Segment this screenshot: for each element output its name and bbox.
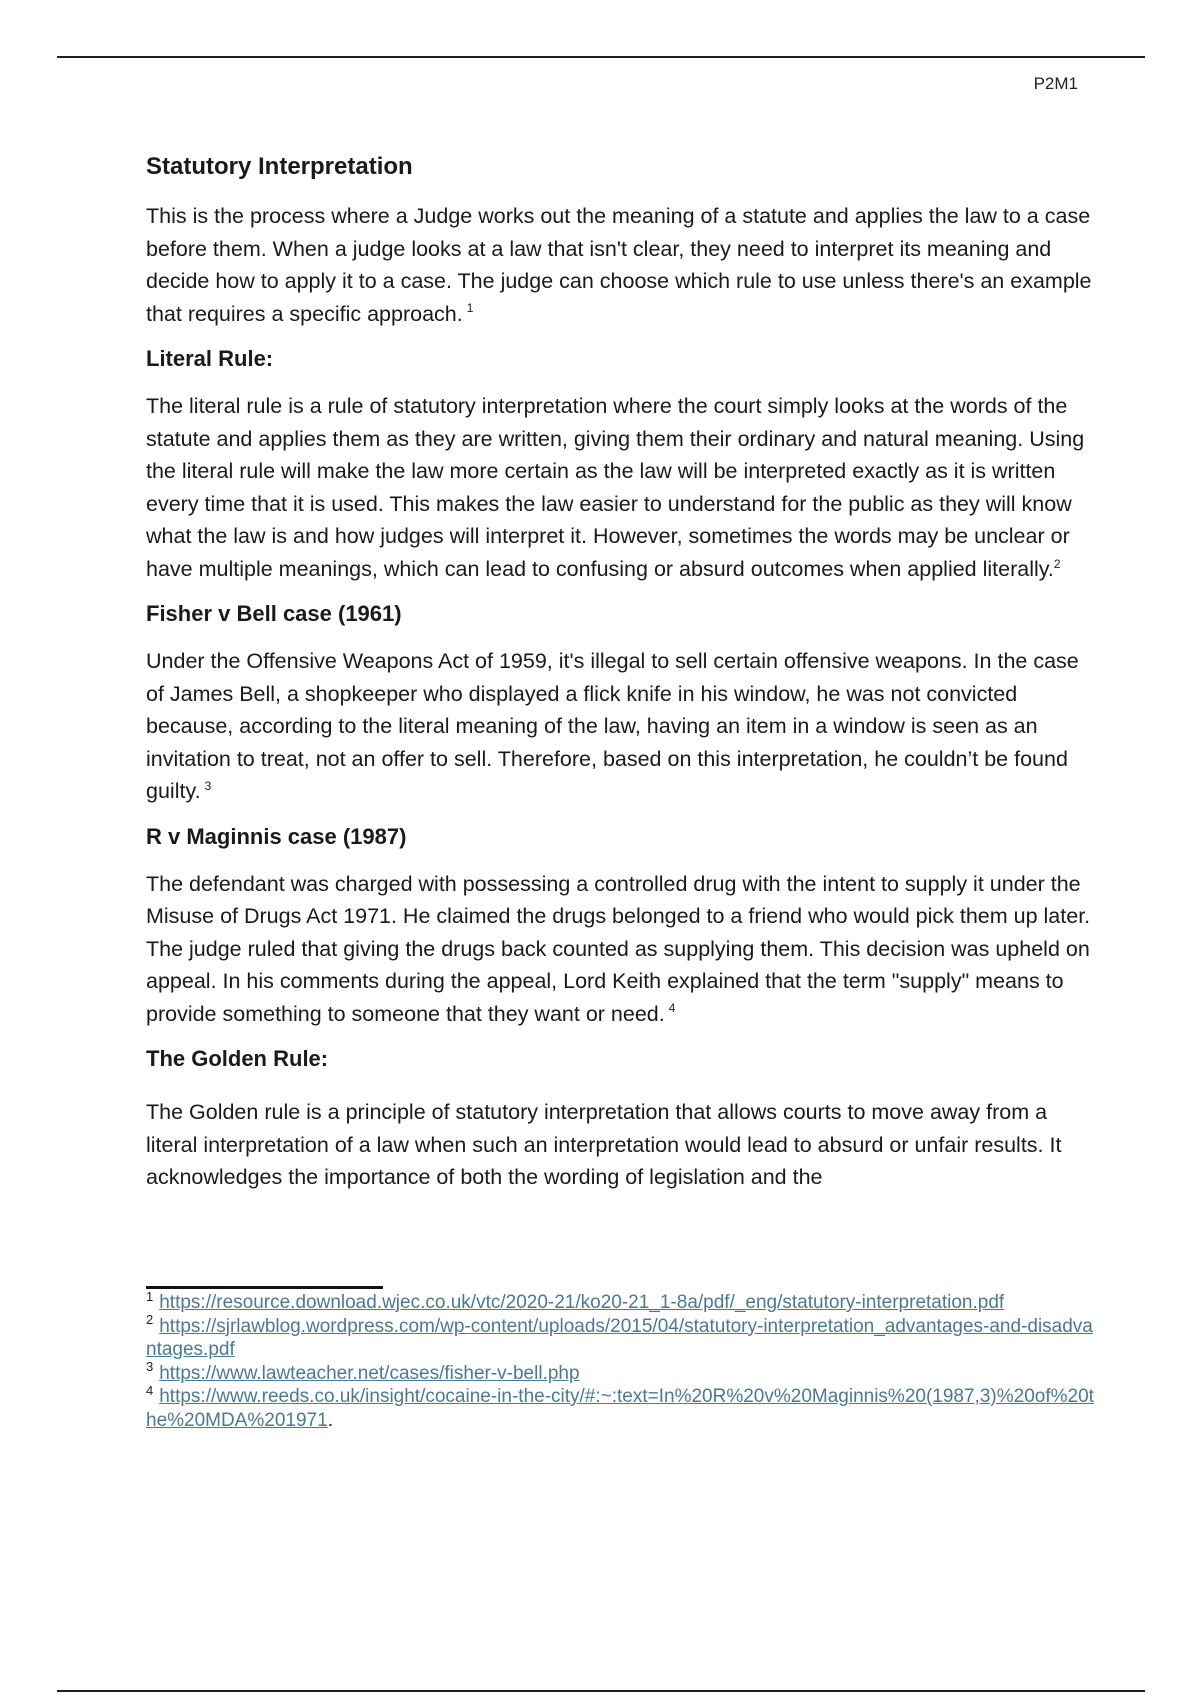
- footnote-number: 2: [146, 1312, 154, 1328]
- golden-rule-paragraph: The Golden rule is a principle of statutory interpretation that allows courts to move away from a literal interpretation of a law when such an interpretation would lead to absurd or unfair results. It acknowledges the importance of both the wording of legislation and the: [146, 1100, 1062, 1189]
- footnote-2: [146, 1312, 1096, 1362]
- footnote-link-2[interactable]: https://sjrlawblog.wordpress.com/wp-content/uploads/2015/04/statutory-interpretation_advantages-and-disadvantages.pdf: [146, 1315, 1093, 1360]
- footnote-ref-3[interactable]: 3: [204, 778, 212, 793]
- footnote-4: [146, 1382, 1096, 1432]
- golden-rule-heading: The Golden Rule:: [146, 1046, 329, 1071]
- literal-rule-heading: Literal Rule:: [146, 346, 274, 371]
- footnotes: [146, 1286, 1096, 1432]
- page-reference: P2M1: [1033, 74, 1078, 93]
- footnote-number: 4: [146, 1382, 154, 1398]
- footnote-trailing-punctuation: .: [327, 1409, 333, 1431]
- footnote-3: [146, 1359, 1096, 1386]
- footnote-link-4[interactable]: https://www.reeds.co.uk/insight/cocaine-in-the-city/#:~:text=In%20R%20v%20Maginnis%20(1987,3)%20of%20the%20MDA%201971: [146, 1386, 1094, 1431]
- fisher-v-bell-paragraph: [146, 645, 1096, 808]
- literal-rule-text: The literal rule is a rule of statutory interpretation where the court simply looks at the words of the statute and applies them as they are written, giving them their ordinary and natural meaning. Using the literal rule will make the law more certain as the law will be interpreted exactly as it is written every time that it is used. This makes the law easier to understand for the public as they will know what the law is and how judges will interpret it. However, sometimes the words may be unclear or have multiple meanings, which can lead to confusing or absurd outcomes when applied literally.: [146, 394, 1085, 581]
- fisher-v-bell-heading: Fisher v Bell case (1961): [146, 601, 402, 626]
- footnote-ref-2[interactable]: 2: [1053, 556, 1061, 571]
- footnote-number: 3: [146, 1359, 154, 1375]
- intro-text: This is the process where a Judge works out the meaning of a statute and applies the law to a case before them. When a judge looks at a law that isn't clear, they need to interpret its meaning and decide how to apply it to a case. The judge can choose which rule to use unless there's an example that requires a specific approach.: [146, 204, 1092, 326]
- fisher-v-bell-text: Under the Offensive Weapons Act of 1959, it's illegal to sell certain offensive weapons. In the case of James Bell, a shopkeeper who displayed a flick knife in his window, he was not convicted because, according to the literal meaning of the law, having an item in a window is seen as an invitation to treat, not an offer to sell. Therefore, based on this interpretation, he couldn’t be found guilty.: [146, 649, 1079, 803]
- maginnis-text: The defendant was charged with possessing a controlled drug with the intent to supply it under the Misuse of Drugs Act 1971. He claimed the drugs belonged to a friend who would pick them up later. The judge ruled that giving the drugs back counted as supplying them. This decision was upheld on appeal. In his comments during the appeal, Lord Keith explained that the term "supply" means to provide something to someone that they want or need.: [146, 871, 1091, 1026]
- footnote-separator: [146, 1286, 383, 1289]
- maginnis-heading: R v Maginnis case (1987): [146, 823, 407, 849]
- footnote-link-1[interactable]: https://resource.download.wjec.co.uk/vtc/2020-21/ko20-21_1-8a/pdf/_eng/statutory-interpretation.pdf: [159, 1292, 1005, 1313]
- document-body: [146, 150, 1096, 1208]
- footnote-1: [146, 1288, 1096, 1315]
- footnote-ref-1[interactable]: 1: [466, 301, 474, 316]
- footnote-number: 1: [146, 1288, 154, 1304]
- intro-paragraph: [146, 200, 1096, 330]
- maginnis-paragraph: [146, 868, 1096, 1031]
- header-rule: [57, 56, 1145, 58]
- literal-rule-paragraph: [146, 390, 1096, 585]
- footnote-link-3[interactable]: https://www.lawteacher.net/cases/fisher-v-bell.php: [159, 1362, 580, 1384]
- page-title: Statutory Interpretation: [146, 153, 413, 180]
- footnote-ref-4[interactable]: 4: [668, 1001, 676, 1016]
- footer-rule: [57, 1690, 1145, 1692]
